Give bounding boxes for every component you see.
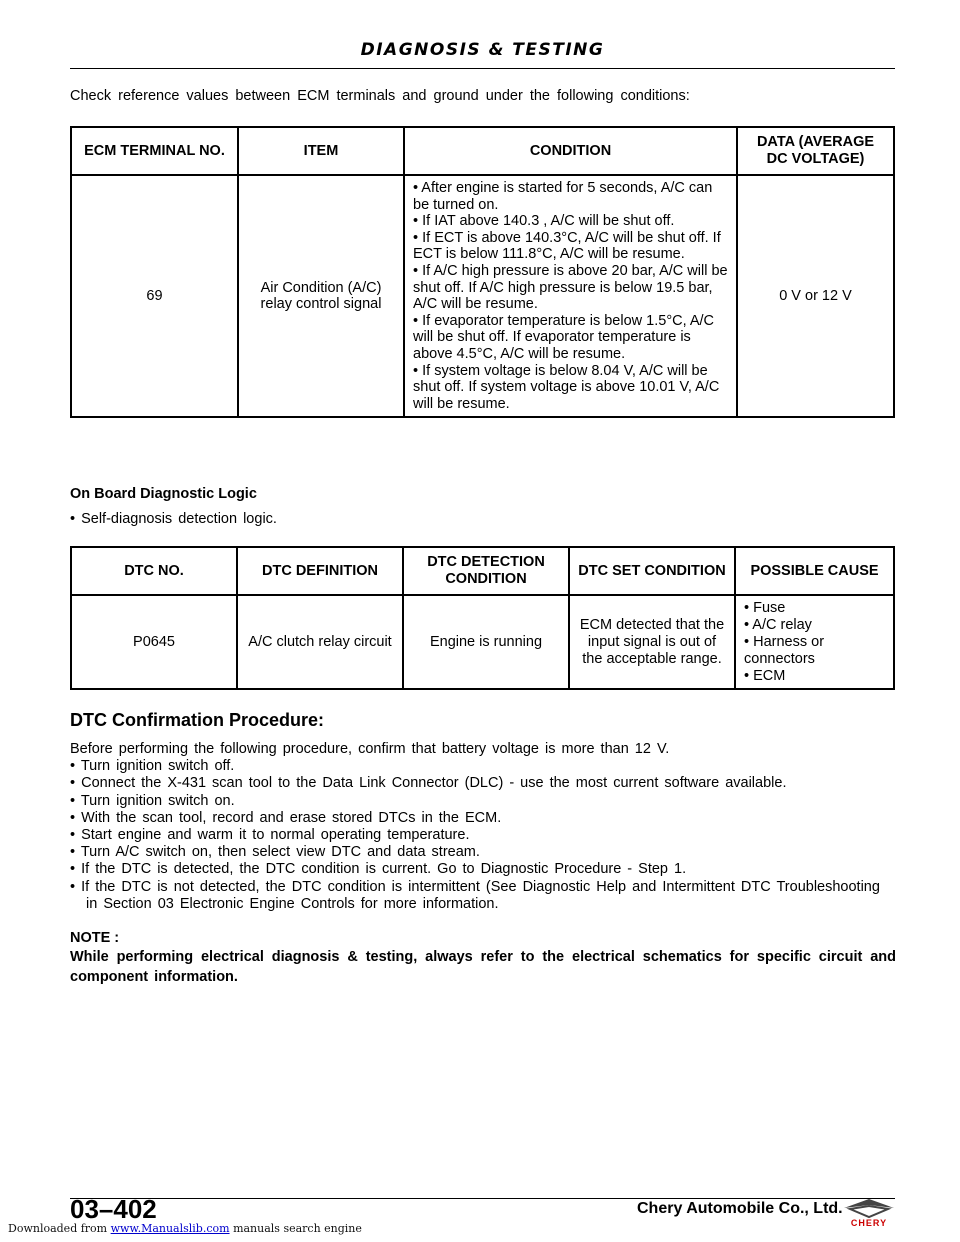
download-suffix: manuals search engine	[233, 1222, 362, 1235]
condition-line: • If evaporator temperature is below 1.5°C, A/C will be shut off. If evaporator temperature is above 4.5°C, A/C will be resume.	[413, 312, 715, 362]
cell-causes	[735, 595, 894, 689]
condition-line: • If system voltage is below 8.04 V, A/C will be shut off. If system voltage is above 10.01 V, A/C will be resume.	[413, 362, 720, 412]
manualslib-link[interactable]: www.Manualslib.com	[110, 1222, 230, 1235]
header-condition: CONDITION	[404, 127, 737, 175]
procedure-heading: DTC Confirmation Procedure:	[70, 710, 325, 730]
note-title: NOTE :	[70, 930, 120, 946]
procedure-intro: Before performing the following procedure, confirm that battery voltage is more than 12 V.	[70, 741, 670, 757]
condition-line: • After engine is started for 5 seconds, A/C can be turned on.	[413, 180, 713, 213]
intro-text: Check reference values between ECM terminals and ground under the following conditions:	[70, 88, 690, 104]
chery-logo-graphic	[840, 1196, 898, 1228]
header-possible-cause: POSSIBLE CAUSE	[735, 547, 894, 595]
cell-terminal: 69	[71, 175, 238, 417]
cause-item: • ECM	[744, 667, 786, 684]
obd-title: On Board Diagnostic Logic	[70, 486, 257, 502]
condition-line: • If IAT above 140.3 , A/C will be shut off.	[413, 213, 675, 230]
cell-item: Air Condition (A/C) relay control signal	[238, 175, 404, 417]
cause-item: • A/C relay	[744, 616, 812, 633]
ecm-reference-table	[70, 126, 895, 418]
cell-data: 0 V or 12 V	[737, 175, 894, 417]
table-row	[71, 595, 894, 689]
procedure-step: • If the DTC is detected, the DTC condition is current. Go to Diagnostic Procedure - Step 1.	[70, 861, 687, 878]
condition-line: • If A/C high pressure is above 20 bar, A/C will be shut off. If A/C high pressure is below 19.5 bar, A/C will be resume.	[413, 262, 728, 313]
table-header-row	[71, 547, 894, 595]
procedure-step: • Turn ignition switch on.	[70, 792, 235, 809]
page-number: 03–402	[70, 1194, 157, 1224]
dtc-table	[70, 546, 895, 690]
procedure-step: • Turn A/C switch on, then select view DTC and data stream.	[70, 844, 480, 861]
cell-dtc: P0645	[71, 595, 237, 689]
chery-logo-icon	[840, 1196, 898, 1233]
header-ecm-terminal: ECM TERMINAL NO.	[71, 127, 238, 175]
header-dtc-detection: DTC DETECTION CONDITION	[403, 547, 569, 595]
procedure-step: • Connect the X-431 scan tool to the Data Link Connector (DLC) - use the most current software available.	[70, 775, 787, 792]
company-name: Chery Automobile Co., Ltd.	[637, 1200, 843, 1217]
header-item: ITEM	[238, 127, 404, 175]
procedure-step: • Turn ignition switch off.	[70, 758, 235, 775]
procedure-step: • With the scan tool, record and erase stored DTCs in the ECM.	[70, 809, 502, 826]
procedure-body	[70, 741, 895, 913]
logo-wordmark: CHERY	[850, 1218, 888, 1228]
page-header	[70, 40, 895, 69]
page-title: DIAGNOSIS & TESTING	[360, 40, 605, 60]
cell-detection: Engine is running	[403, 595, 569, 689]
cell-set-condition: ECM detected that the input signal is out of the acceptable range.	[569, 595, 735, 689]
cause-item: • Fuse	[744, 599, 786, 616]
cell-definition: A/C clutch relay circuit	[237, 595, 403, 689]
header-dtc-set: DTC SET CONDITION	[569, 547, 735, 595]
cause-item: • Harness or connectors	[744, 633, 825, 667]
procedure-step: • Start engine and warm it to normal operating temperature.	[70, 827, 470, 844]
cell-conditions	[404, 175, 737, 417]
obd-bullet: • Self-diagnosis detection logic.	[70, 511, 277, 527]
header-dtc-no: DTC NO.	[71, 547, 237, 595]
table-row	[71, 175, 894, 417]
header-dtc-definition: DTC DEFINITION	[237, 547, 403, 595]
condition-line: • If ECT is above 140.3°C, A/C will be shut off. If ECT is below 111.8°C, A/C will be resume.	[413, 229, 721, 263]
table-header-row	[71, 127, 894, 175]
footer-rule	[70, 1198, 895, 1199]
note-body: While performing electrical diagnosis & testing, always refer to the electrical schematics for specific circuit and component information.	[70, 949, 896, 985]
header-data: DATA (AVERAGE DC VOLTAGE)	[737, 127, 894, 175]
download-prefix: Downloaded from	[8, 1222, 108, 1235]
procedure-step: • If the DTC is not detected, the DTC condition is intermittent (See Diagnostic Help and Intermittent DTC Troubleshooting in Section 03 Electronic Engine Controls for more information.	[70, 878, 880, 912]
download-line	[8, 1222, 362, 1235]
